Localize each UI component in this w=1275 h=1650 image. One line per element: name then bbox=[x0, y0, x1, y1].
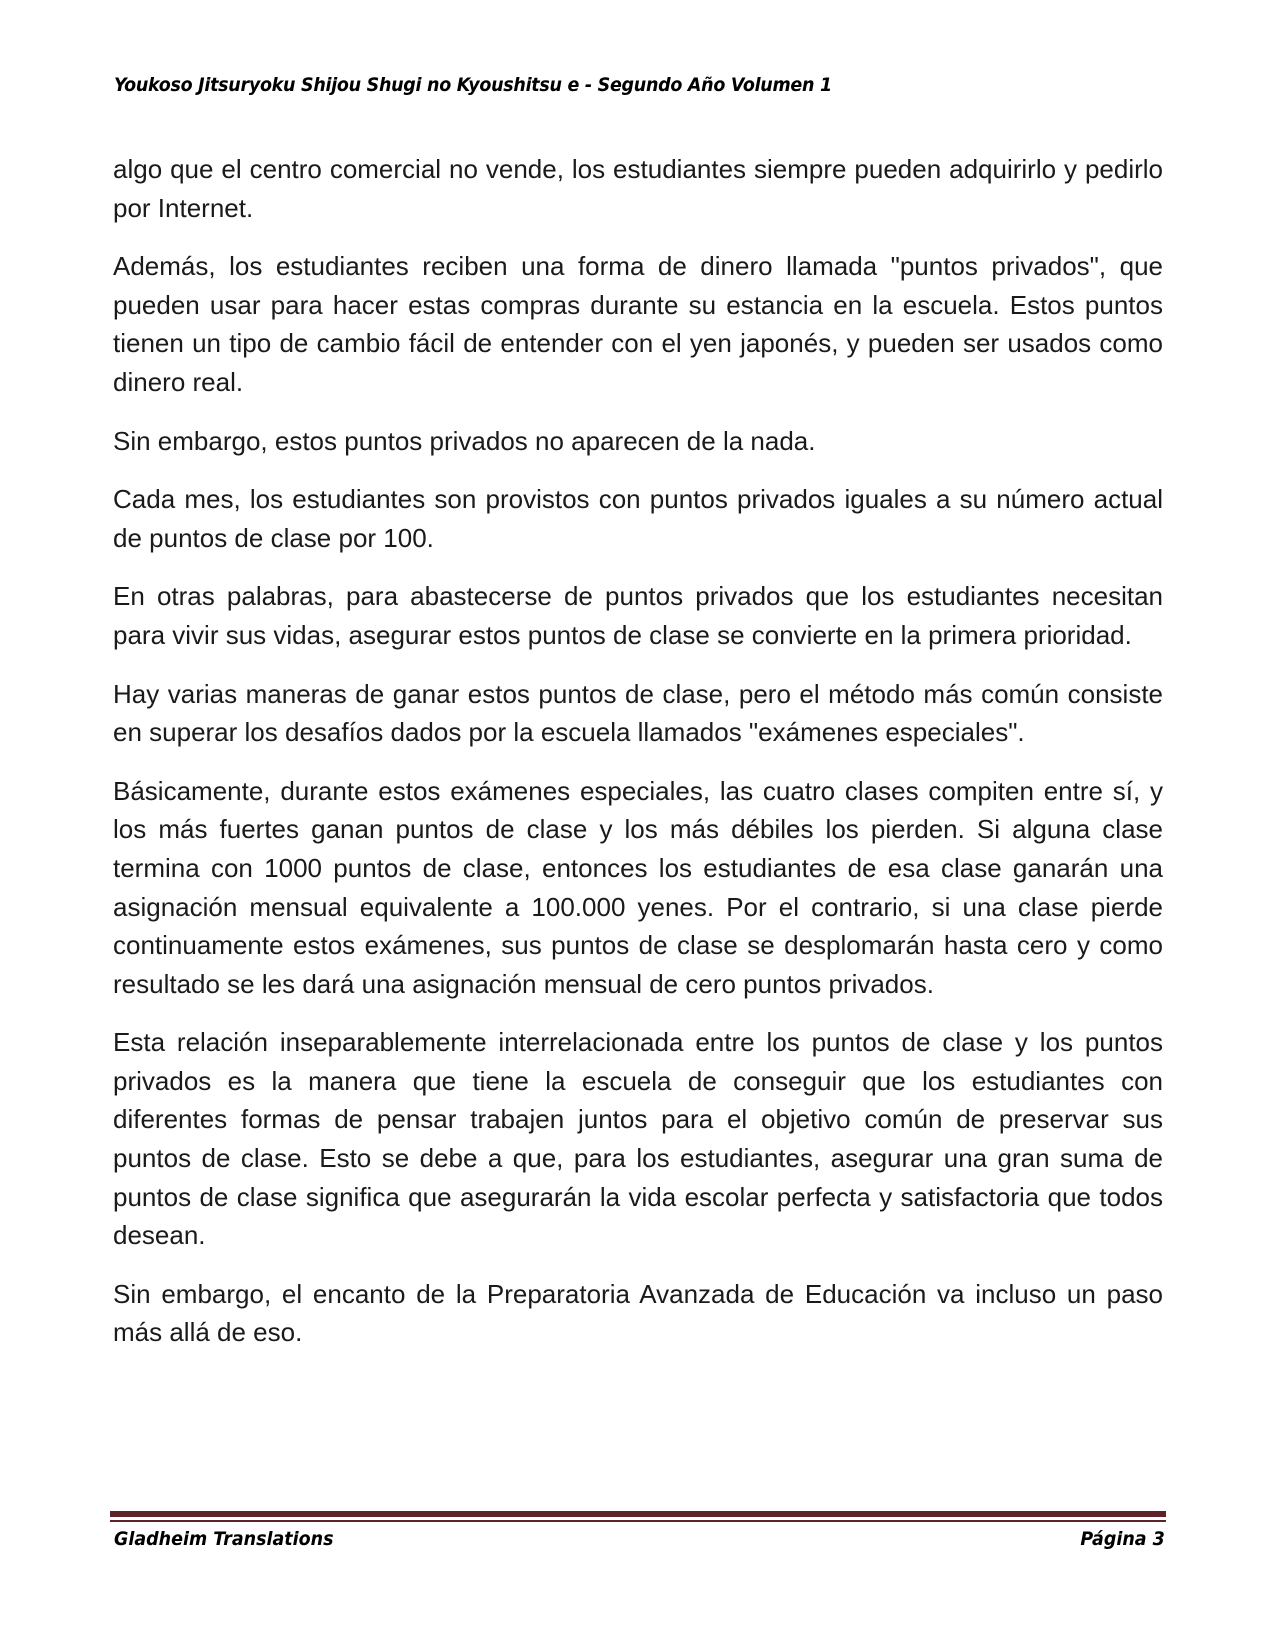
paragraph: Además, los estudiantes reciben una forma de dinero llamada "puntos privados", que pueden usar para hacer estas compras durante su estancia en la escuela. Estos puntos tienen un tipo de cambio fácil de entender con el yen japonés, y pueden ser usados como dinero real. bbox=[113, 251, 1163, 397]
page-number: Página 3 bbox=[1080, 1528, 1165, 1550]
paragraph: Sin embargo, estos puntos privados no aparecen de la nada. bbox=[113, 425, 816, 456]
paragraph: Sin embargo, el encanto de la Preparatoria Avanzada de Educación va incluso un paso más allá de eso. bbox=[113, 1278, 1163, 1348]
footer-rule bbox=[110, 1511, 1166, 1517]
paragraph: Básicamente, durante estos exámenes especiales, las cuatro clases compiten entre sí, y los más fuertes ganan puntos de clase y los más débiles los pierden. Si alguna clase termina con 1000 puntos de clase, entonces los estudiantes de esa clase ganarán una asignación mensual equivalente a 100.000 yenes. Por el contrario, si una clase pierde continuamente estos exámenes, sus puntos de clase se desplomarán hasta cero y como resultado se les dará una asignación mensual de cero puntos privados. bbox=[113, 775, 1163, 999]
running-header: Youkoso Jitsuryoku Shijou Shugi no Kyoushitsu e - Segundo Año Volumen 1 bbox=[114, 74, 832, 96]
body-text bbox=[113, 150, 1163, 1372]
paragraph: Cada mes, los estudiantes son provistos con puntos privados iguales a su número actual de puntos de clase por 100. bbox=[113, 484, 1163, 553]
paragraph: En otras palabras, para abastecerse de puntos privados que los estudiantes necesitan para vivir sus vidas, asegurar estos puntos de clase se convierte en la primera prioridad. bbox=[113, 581, 1163, 650]
paragraph: algo que el centro comercial no vende, los estudiantes siempre pueden adquirirlo y pedirlo por Internet. bbox=[113, 154, 1163, 223]
footer-rule-thin bbox=[110, 1520, 1166, 1522]
paragraph: Hay varias maneras de ganar estos puntos de clase, pero el método más común consiste en superar los desafíos dados por la escuela llamados "exámenes especiales". bbox=[113, 678, 1163, 748]
footer-translator: Gladheim Translations bbox=[114, 1528, 334, 1550]
paragraph: Esta relación inseparablemente interrelacionada entre los puntos de clase y los puntos privados es la manera que tiene la escuela de conseguir que los estudiantes con diferentes formas de pensar trabajen juntos para el objetivo común de preservar sus puntos de clase. Esto se debe a que, para los estudiantes, asegurar una gran suma de puntos de clase significa que asegurarán la vida escolar perfecta y satisfactoria que todos desean. bbox=[113, 1027, 1163, 1251]
